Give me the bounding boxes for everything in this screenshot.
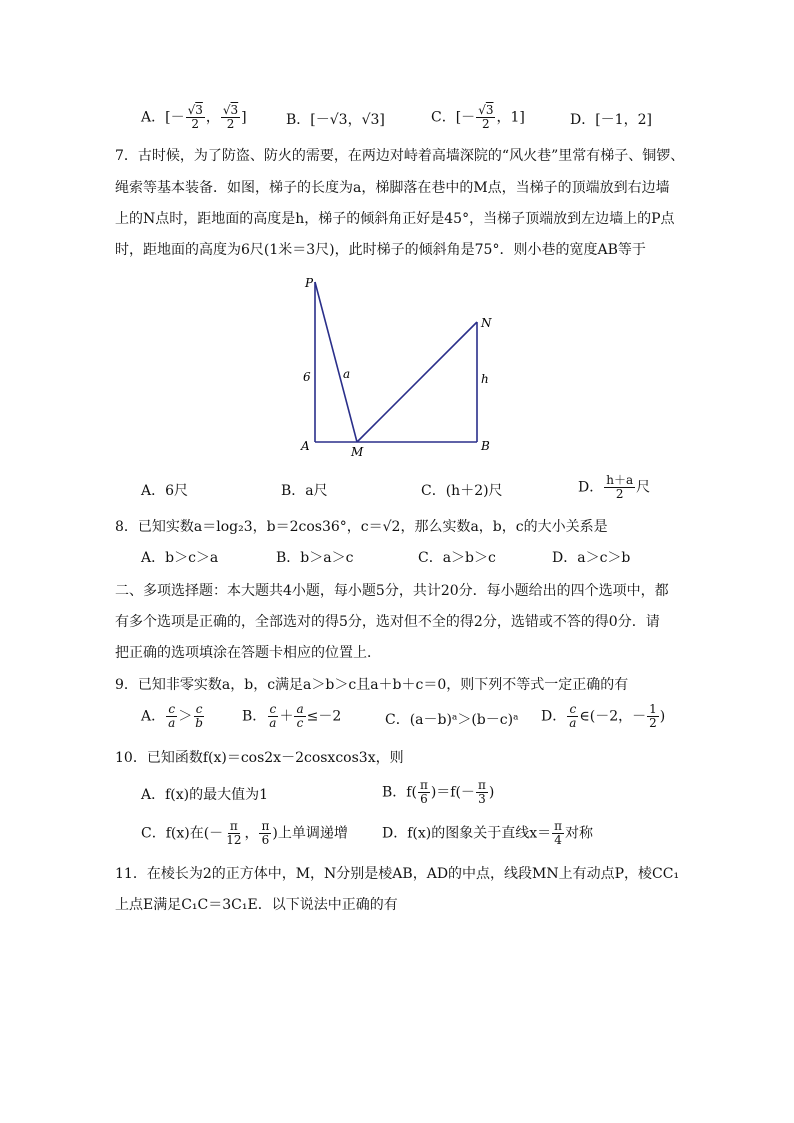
q11-line-1: 11．在棱长为2的正方体中，M，N分别是棱AB，AD的中点，线段MN上有动点P，棱CC₁ [115,866,680,882]
q8-option-c: C．a＞b＞c [418,550,496,566]
q8-option-a: A．b＞c＞a [141,550,219,566]
q8-stem: 8．已知实数a＝log₂3，b＝2cos36°，c＝√2，那么实数a，b，c的大小关系是 [115,519,608,535]
ladder-left [315,282,357,442]
q7-option-d: D． $\frac{h+a}{2}$ 尺 [578,473,651,501]
label-six: 6 [303,370,311,384]
label-p: P [305,276,314,290]
section2-line-2: 有多个选项是正确的，全部选对的得5分，选对但不全的得2分，选错或不答的得0分．请 [115,614,660,630]
q8-option-d: D．a＞c＞b [552,550,631,566]
label-m: M [351,445,364,459]
q11-line-2: 上点E满足C₁C＝3C₁E．以下说法中正确的有 [115,897,398,913]
q7-line-1: 7．古时候，为了防盗、防火的需要，在两边对峙着高墙深院的“风火巷”里常有梯子、铜锣、 [115,148,685,164]
q6-option-a: A．[－ $\frac{√3}{2}$ ， $\frac{√3}{2}$ ] [141,103,247,131]
q7-option-a: A．6尺 [141,483,189,499]
ladder-figure [295,270,505,460]
label-a-point: A [301,439,310,453]
q7-line-4: 时，距地面的高度为6尺(1米＝3尺)，此时梯子的倾斜角是75°．则小巷的宽度AB等于 [115,242,646,258]
q6-option-d: D．[－1，2] [570,112,652,128]
q9-option-d: D． $\frac{c}{a}$ ∈(－2，－ $\frac{1}{2}$ ) [541,702,666,730]
q7-line-2: 绳索等基本装备．如图，梯子的长度为a，梯脚落在巷中的M点，当梯子的顶端放到右边墙 [115,180,670,196]
q6-option-b: B．[－√3，√3] [286,112,385,128]
q9-option-b: B． $\frac{c}{a}$ ＋ $\frac{a}{c}$ ≤－2 [242,702,342,730]
q7-option-c: C．(h＋2)尺 [421,483,503,499]
ladder-right [357,322,477,442]
q10-option-a: A．f(x)的最大值为1 [141,787,269,803]
q10-option-c: C．f(x)在(－ $\frac{\pi}{12}$ ， $\frac{\pi}{6}$ )上单调递增 [141,819,348,847]
label-n: N [481,316,492,330]
label-a-length: a [343,367,351,381]
q10-option-d: D．f(x)的图象关于直线x＝ $\frac{\pi}{4}$ 对称 [382,819,594,847]
q8-option-b: B．b＞a＞c [276,550,354,566]
q9-stem: 9．已知非零实数a，b，c满足a＞b＞c且a＋b＋c＝0，则下列不等式一定正确的有 [115,677,629,693]
q9-option-a: A． $\frac{c}{a}$ ＞ $\frac{c}{b}$ [141,702,203,730]
q10-option-b: B．f( $\frac{\pi}{6}$ )＝f(－ $\frac{\pi}{3}$ ) [382,778,495,806]
q7-line-3: 上的N点时，距地面的高度是h，梯子的倾斜角正好是45°，当梯子顶端放到左边墙上的P点 [115,211,675,227]
label-b: B [481,439,490,453]
section2-line-1: 二、多项选择题：本大题共4小题，每小题5分，共计20分．每小题给出的四个选项中，都 [115,583,669,599]
q6-option-c: C．[－ $\frac{√3}{2}$ ，1] [431,103,525,131]
label-h: h [481,372,489,386]
q9-option-c: C．(a－b)ᵃ＞(b－c)ᵃ [385,712,519,728]
q7-option-b: B．a尺 [281,483,328,499]
section2-line-3: 把正确的选项填涂在答题卡相应的位置上． [115,645,381,661]
q10-stem: 10．已知函数f(x)＝cos2x－2cosxcos3x，则 [115,750,404,766]
